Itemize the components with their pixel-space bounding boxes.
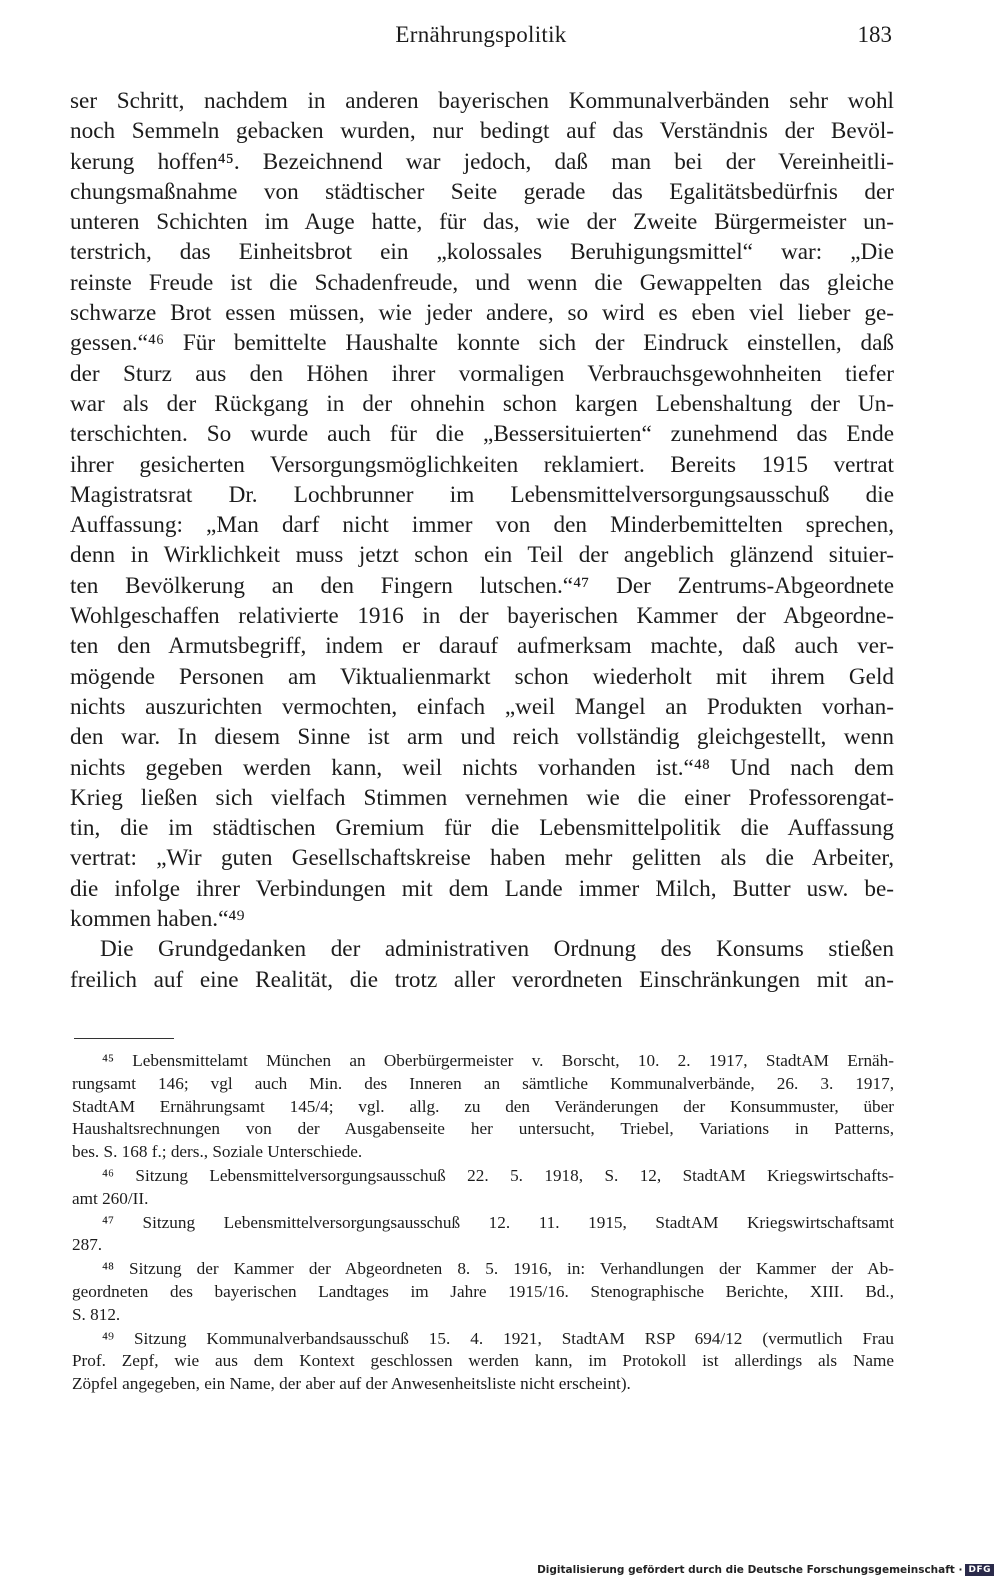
body-line: den war. In diesem Sinne ist arm und reich vollständig gleichgestellt, wenn bbox=[70, 724, 894, 751]
body-line: reinste Freude ist die Schadenfreude, und wenn die Gewappelten das gleiche bbox=[70, 269, 894, 296]
footnote-line: bes. S. 168 f.; ders., Soziale Unterschiede. bbox=[72, 1142, 363, 1162]
footnote-46 bbox=[72, 1165, 894, 1211]
body-line: unteren Schichten im Auge hatte, für das, wie der Zweite Bürgermeister un- bbox=[70, 209, 894, 236]
body-line: freilich auf eine Realität, die trotz aller verordneten Einschränkungen mit an- bbox=[70, 966, 894, 993]
body-line: ten den Armutsbegriff, indem er darauf aufmerksam machte, daß auch ver- bbox=[70, 633, 894, 660]
body-line: denn in Wirklichkeit muss jetzt schon ein Teil der angeblich glänzend situier- bbox=[70, 542, 894, 569]
body-line: ser Schritt, nachdem in anderen bayerischen Kommunalverbänden sehr wohl bbox=[70, 88, 894, 114]
body-line: mögende Personen am Viktualienmarkt schon wiederholt mit ihrem Geld bbox=[70, 663, 894, 690]
dfg-logo-icon: DFG bbox=[965, 1564, 994, 1576]
body-line: ihrer gesicherten Versorgungsmöglichkeiten reklamiert. Bereits 1915 vertrat bbox=[70, 451, 894, 478]
footnote-45 bbox=[72, 1050, 894, 1164]
footnote-line: Prof. Zepf, wie aus dem Kontext geschlossen werden kann, im Protokoll ist allerdings als Name bbox=[72, 1351, 894, 1371]
body-line: war als der Rückgang in der ohnehin schon kargen Lebenshaltung der Un- bbox=[70, 390, 894, 417]
body-line: gessen.“⁴⁶ Für bemittelte Haushalte konnte sich der Eindruck einstellen, daß bbox=[70, 330, 894, 357]
footnote-line: ⁴⁸ Sitzung der Kammer der Abgeordneten 8. 5. 1916, in: Verhandlungen der Kammer der Ab- bbox=[102, 1259, 894, 1279]
footnote-line: StadtAM Ernährungsamt 145/4; vgl. allg. zu den Veränderungen der Konsummuster, über bbox=[72, 1096, 894, 1116]
footnotes bbox=[72, 1050, 894, 1397]
running-header bbox=[70, 22, 892, 56]
body-line: nichts auszurichten vermochten, einfach „weil Mangel an Produkten vorhan- bbox=[70, 693, 894, 720]
footnote-49 bbox=[72, 1328, 894, 1396]
footnote-48 bbox=[72, 1258, 894, 1326]
body-line: tin, die im städtischen Gremium für die Lebensmittelpolitik die Auffassung bbox=[70, 815, 894, 842]
page-number: 183 bbox=[857, 22, 892, 47]
body-line: schwarze Brot essen müssen, wie jeder andere, so wird es eben viel lieber ge- bbox=[70, 300, 894, 327]
body-line: terschichten. So wurde auch für die „Bessersituierten“ zunehmend das Ende bbox=[70, 421, 894, 448]
digitization-text: Digitalisierung gefördert durch die Deutsche Forschungsgemeinschaft · bbox=[537, 1564, 963, 1576]
footnote-line: Haushaltsrechnungen von der Ausgabenseite her untersucht, Triebel, Variations in Patterns, bbox=[72, 1119, 894, 1139]
footnote-line: 287. bbox=[72, 1235, 103, 1255]
body-line: kommen haben.“⁴⁹ bbox=[70, 906, 245, 933]
body-line: Auffassung: „Man darf nicht immer von den Minderbemittelten sprechen, bbox=[70, 512, 894, 539]
body-line: die infolge ihrer Verbindungen mit dem Lande immer Milch, Butter usw. be- bbox=[70, 875, 894, 902]
footnote-line: amt 260/II. bbox=[72, 1188, 149, 1208]
body-line: ten Bevölkerung an den Fingern lutschen.“⁴⁷ Der Zentrums-Abgeordnete bbox=[70, 572, 894, 599]
body-line: nichts gegeben werden kann, weil nichts vorhanden ist.“⁴⁸ Und nach dem bbox=[70, 754, 894, 781]
digitization-note bbox=[537, 1564, 994, 1576]
footnote-line: ⁴⁹ Sitzung Kommunalverbandsausschuß 15. 4. 1921, StadtAM RSP 694/12 (vermutlich Frau bbox=[102, 1328, 894, 1348]
body-line: Wohlgeschaffen relativierte 1916 in der bayerischen Kammer der Abgeordne- bbox=[70, 603, 894, 630]
body-line: terstrich, das Einheitsbrot ein „kolossales Beruhigungsmittel“ war: „Die bbox=[70, 239, 894, 266]
footnote-line: ⁴⁷ Sitzung Lebensmittelversorgungsausschuß 12. 11. 1915, StadtAM Kriegswirtschaftsamt bbox=[102, 1212, 894, 1232]
body-line: Die Grundgedanken der administrativen Ordnung des Konsums stießen bbox=[100, 936, 894, 963]
body-line: der Sturz aus den Höhen ihrer vormaligen Verbrauchsgewohnheiten tiefer bbox=[70, 360, 894, 387]
body-line: Krieg ließen sich vielfach Stimmen vernehmen wie die einer Professorengat- bbox=[70, 784, 894, 811]
footnote-line: geordneten des bayerischen Landtages im Jahre 1915/16. Stenographische Berichte, XIII. Bd., bbox=[72, 1281, 894, 1301]
footnote-line: Zöpfel angegeben, ein Name, der aber auf der Anwesenheitsliste nicht erscheint). bbox=[72, 1374, 631, 1394]
body-line: vertrat: „Wir guten Gesellschaftskreise haben mehr gelitten als die Arbeiter, bbox=[70, 845, 894, 872]
body-text bbox=[70, 86, 894, 995]
body-line: noch Semmeln gebacken wurden, nur bedingt auf das Verständnis der Bevöl- bbox=[70, 118, 894, 145]
footnote-line: rungsamt 146; vgl auch Min. des Inneren an sämtliche Kommunalverbände, 26. 3. 1917, bbox=[72, 1073, 894, 1093]
footnote-line: S. 812. bbox=[72, 1304, 121, 1324]
body-line: kerung hoffen⁴⁵. Bezeichnend war jedoch, daß man bei der Vereinheitli- bbox=[70, 148, 894, 175]
running-title: Ernährungspolitik bbox=[395, 22, 567, 47]
footnote-divider bbox=[74, 1038, 174, 1039]
body-line: chungsmaßnahme von städtischer Seite gerade das Egalitätsbedürfnis der bbox=[70, 178, 894, 205]
footnote-line: ⁴⁶ Sitzung Lebensmittelversorgungsausschuß 22. 5. 1918, S. 12, StadtAM Kriegswirtschafts- bbox=[102, 1165, 894, 1185]
body-line: Magistratsrat Dr. Lochbrunner im Lebensmittelversorgungsausschuß die bbox=[70, 481, 894, 508]
footnote-line: ⁴⁵ Lebensmittelamt München an Oberbürgermeister v. Borscht, 10. 2. 1917, StadtAM Ernäh- bbox=[102, 1051, 894, 1070]
footnote-47 bbox=[72, 1212, 894, 1258]
